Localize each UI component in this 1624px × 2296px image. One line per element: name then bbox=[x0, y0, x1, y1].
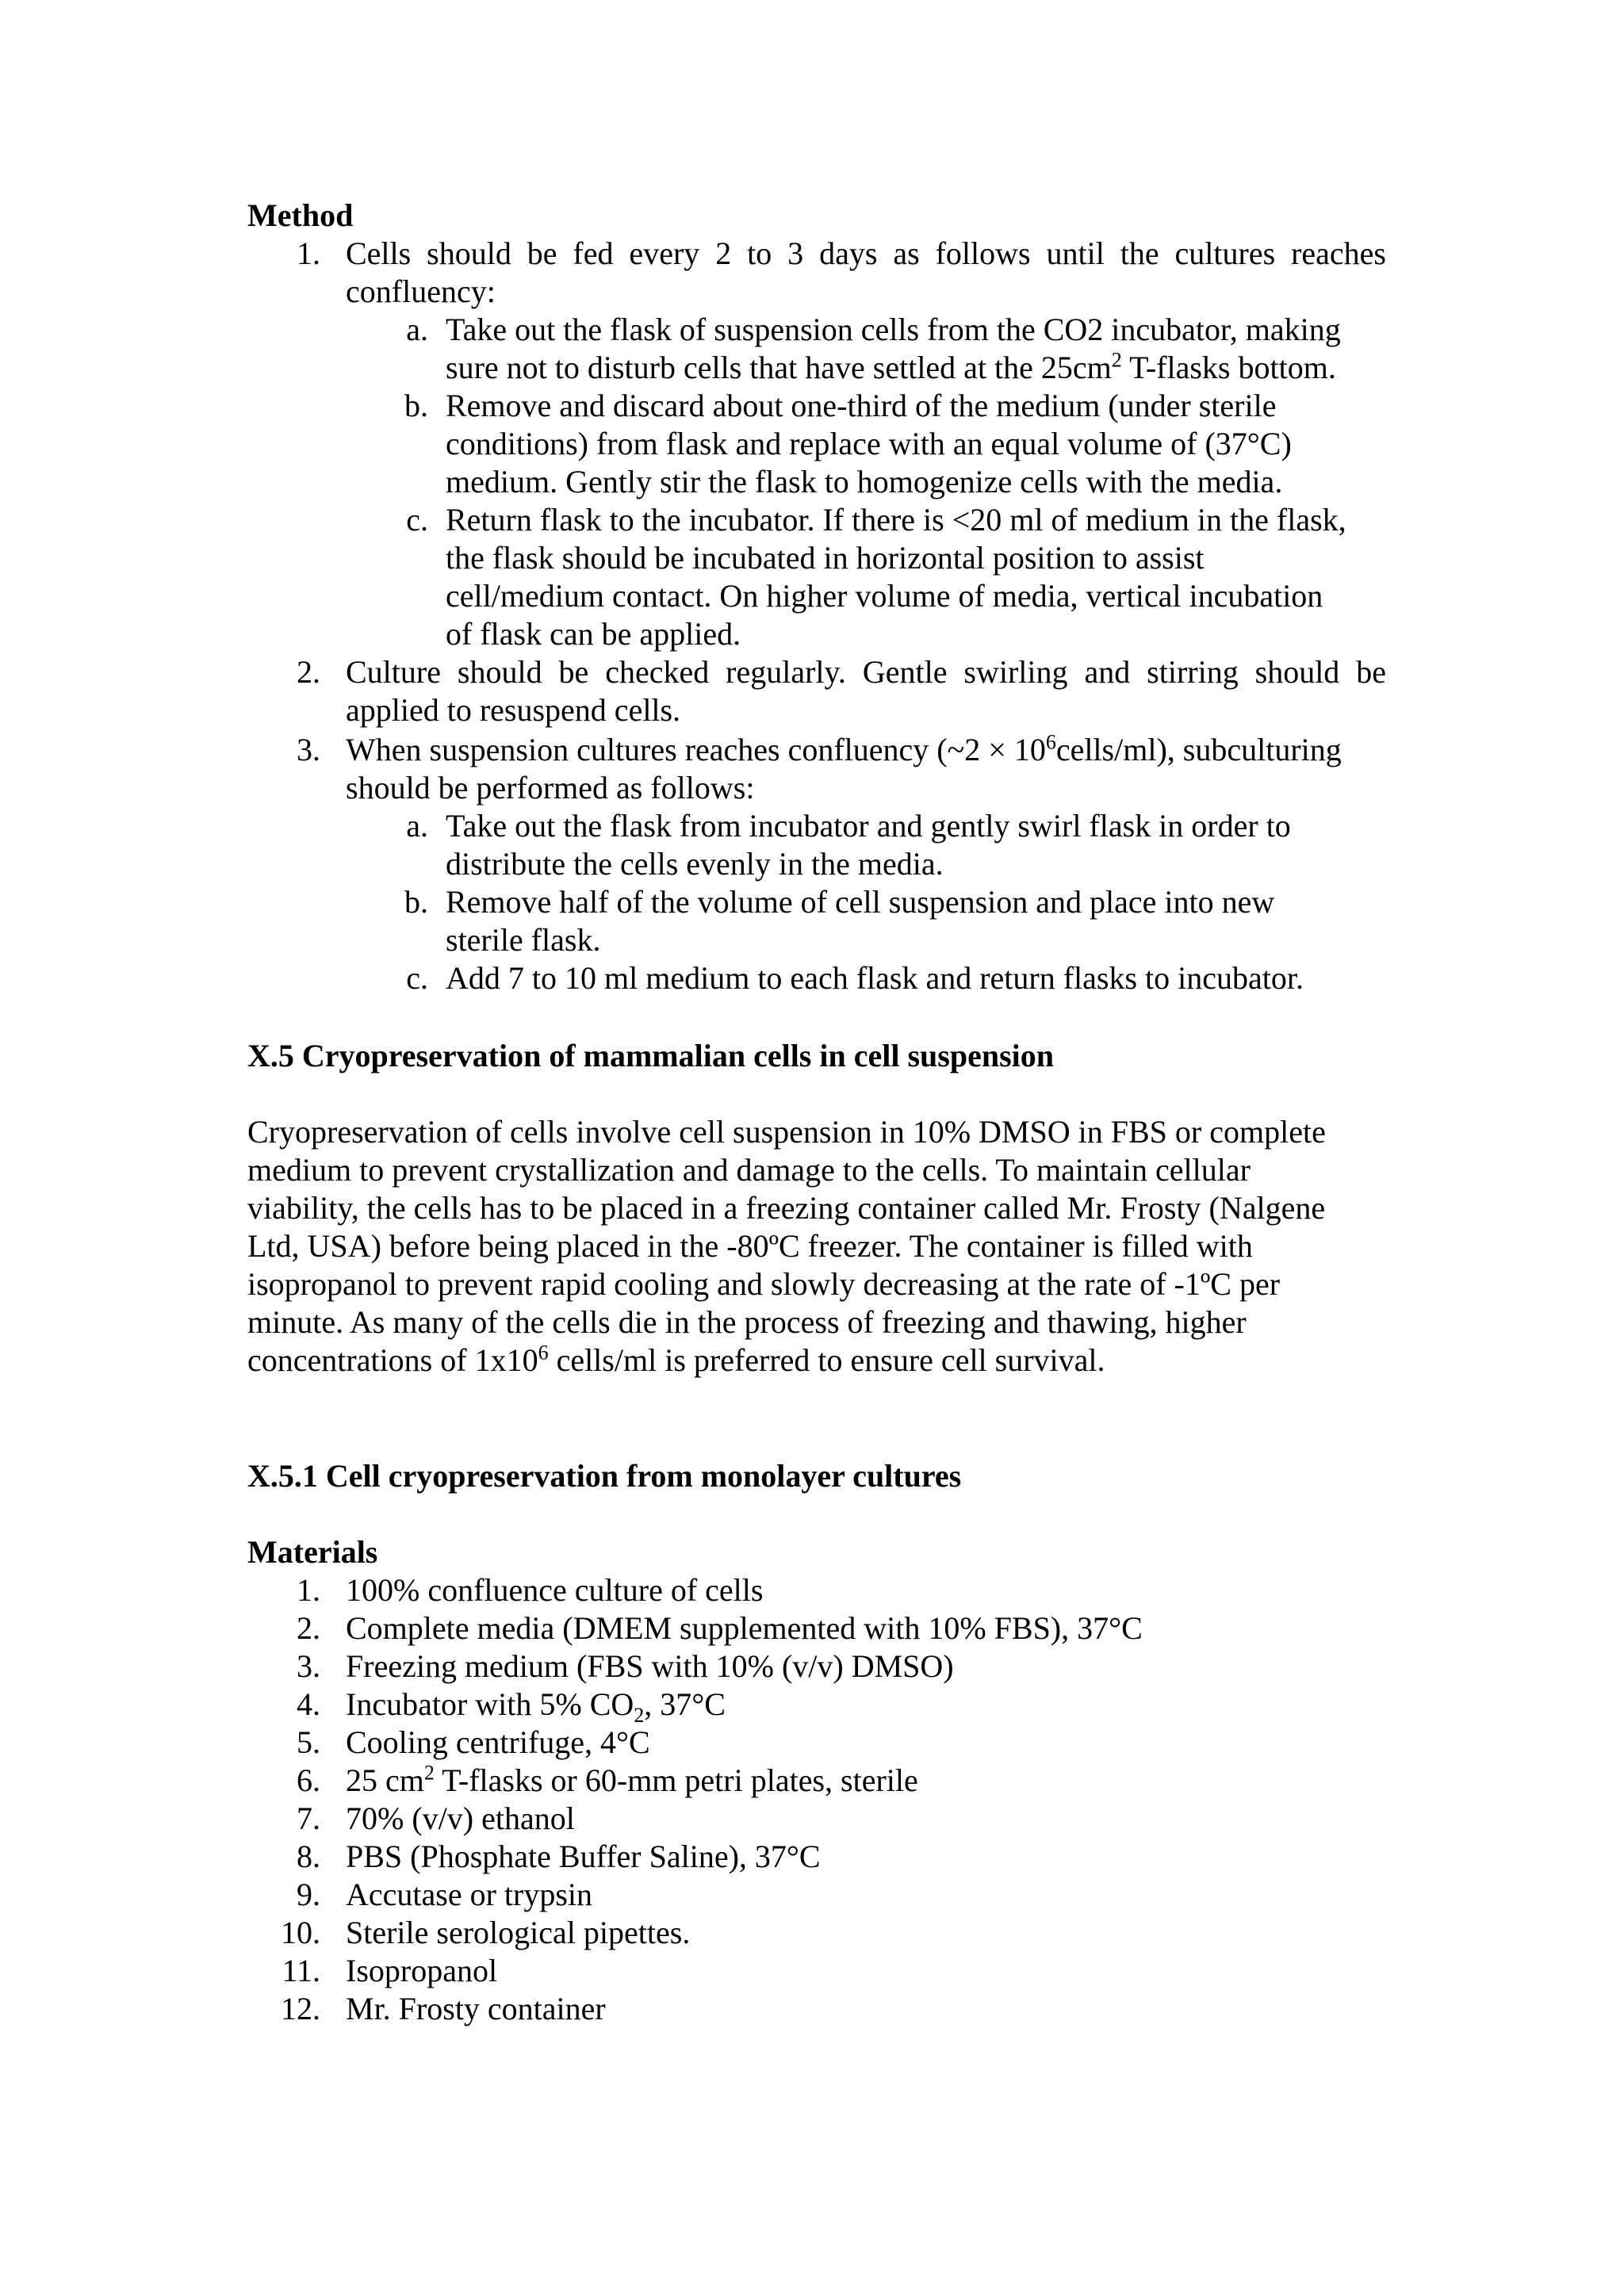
step-1-line-1: Cells should be fed every 2 to 3 days as follows until the cultures reaches bbox=[346, 235, 1386, 271]
materials-item-number: 11. bbox=[282, 1953, 320, 1988]
step-1a-line-2: sure not to disturb cells that have settled at the $25cm^2$ T-flasks bottom. bbox=[446, 348, 1336, 385]
step-1c-line-4: of flask can be applied. bbox=[446, 616, 741, 652]
materials-item: 100% confluence culture of cells bbox=[346, 1572, 764, 1608]
section-x5-paragraph-line-4: Ltd, USA) before being placed in the -80ºC freezer. The container is filled with bbox=[247, 1228, 1253, 1264]
materials-item-number: 2. bbox=[297, 1610, 320, 1646]
step-3c-line-1: Add 7 to 10 ml medium to each flask and return flasks to incubator. bbox=[446, 960, 1304, 996]
materials-item: Accutase or trypsin bbox=[346, 1877, 593, 1912]
step-3b-letter: b. bbox=[404, 884, 428, 920]
step-2-line-1: Culture should be checked regularly. Gentle swirling and stirring should be bbox=[346, 654, 1386, 690]
materials-item-number: 10. bbox=[281, 1915, 320, 1950]
materials-item-number: 8. bbox=[297, 1839, 320, 1874]
step-1b-line-3: medium. Gently stir the flask to homogenize cells with the media. bbox=[446, 464, 1283, 499]
step-1c-line-1: Return flask to the incubator. If there is <20 ml of medium in the flask, bbox=[446, 502, 1346, 538]
step-1a-line-1: Take out the flask of suspension cells from the CO2 incubator, making bbox=[446, 312, 1341, 347]
materials-item-number: 7. bbox=[297, 1800, 320, 1836]
materials-item-number: 4. bbox=[297, 1686, 320, 1722]
materials-item: Complete media (DMEM supplemented with 10% FBS), 37°C bbox=[346, 1610, 1143, 1646]
materials-item: 70% (v/v) ethanol bbox=[346, 1800, 575, 1836]
materials-item: Mr. Frosty container bbox=[346, 1991, 606, 2026]
materials-item: PBS (Phosphate Buffer Saline), 37°C bbox=[346, 1839, 821, 1874]
materials-item: Cooling centrifuge, 4°C bbox=[346, 1724, 650, 1760]
materials-item-number: 12. bbox=[281, 1991, 320, 2026]
section-x5-paragraph-line-2: medium to prevent crystallization and damage to the cells. To maintain cellular bbox=[247, 1152, 1251, 1188]
step-1a-letter: a. bbox=[406, 312, 428, 347]
materials-item: Isopropanol bbox=[346, 1953, 498, 1988]
step-1b-line-2: conditions) from flask and replace with an equal volume of (37°C) bbox=[446, 426, 1292, 461]
section-x51-heading: X.5.1 Cell cryopreservation from monolayer cultures bbox=[247, 1458, 962, 1494]
step-1-line-2: confluency: bbox=[346, 274, 496, 309]
section-x5-paragraph-line-1: Cryopreservation of cells involve cell suspension in 10% DMSO in FBS or complete bbox=[247, 1114, 1326, 1150]
step-1c-line-2: the flask should be incubated in horizontal position to assist bbox=[446, 540, 1205, 576]
step-3-number: 3. bbox=[297, 732, 320, 767]
section-x5-heading: X.5 Cryopreservation of mammalian cells in cell suspension bbox=[247, 1038, 1055, 1073]
materials-item-number: 6. bbox=[297, 1762, 320, 1798]
materials-item: 25 $cm^2$ T-flasks or 60-mm petri plates, sterile bbox=[346, 1761, 918, 1798]
step-3-line-2: should be performed as follows: bbox=[346, 770, 755, 806]
step-1c-letter: c. bbox=[406, 502, 428, 538]
step-2-number: 2. bbox=[297, 654, 320, 690]
materials-item: Sterile serological pipettes. bbox=[346, 1915, 691, 1950]
materials-item-number: 9. bbox=[297, 1877, 320, 1912]
step-3b-line-1: Remove half of the volume of cell suspension and place into new bbox=[446, 884, 1275, 920]
step-3b-line-2: sterile flask. bbox=[446, 922, 601, 958]
section-x5-paragraph-line-3: viability, the cells has to be placed in a freezing container called Mr. Frosty (Nalgene bbox=[247, 1190, 1326, 1226]
materials-item: Incubator with 5% $CO_2$, 37°C bbox=[346, 1686, 726, 1727]
materials-item: Freezing medium (FBS with 10% (v/v) DMSO) bbox=[346, 1648, 954, 1684]
step-3-line-1: When suspension cultures reaches confluency (~2 × $10^6cells/ml$), subculturing bbox=[346, 730, 1342, 767]
section-x5-paragraph-line-5: isopropanol to prevent rapid cooling and slowly decreasing at the rate of -1ºC per bbox=[247, 1266, 1281, 1302]
materials-item-number: 1. bbox=[297, 1572, 320, 1608]
section-x5-paragraph-line-6: minute. As many of the cells die in the process of freezing and thawing, higher bbox=[247, 1304, 1247, 1340]
method-heading: Method bbox=[247, 197, 354, 233]
materials-item-number: 3. bbox=[297, 1648, 320, 1684]
step-3a-letter: a. bbox=[406, 808, 428, 844]
step-1b-letter: b. bbox=[404, 388, 428, 423]
step-1-number: 1. bbox=[297, 235, 320, 271]
step-2-line-2: applied to resuspend cells. bbox=[346, 692, 681, 728]
step-3a-line-2: distribute the cells evenly in the media. bbox=[446, 846, 944, 882]
step-3a-line-1: Take out the flask from incubator and gently swirl flask in order to bbox=[446, 808, 1291, 844]
step-1b-line-1: Remove and discard about one-third of the medium (under sterile bbox=[446, 388, 1277, 423]
section-x5-paragraph-line-7: concentrations of $1x10^6$ cells/ml is preferred to ensure cell survival. bbox=[247, 1341, 1105, 1378]
step-1c-line-3: cell/medium contact. On higher volume of media, vertical incubation bbox=[446, 578, 1323, 614]
step-3c-letter: c. bbox=[406, 960, 428, 996]
materials-item-number: 5. bbox=[297, 1724, 320, 1760]
materials-heading: Materials bbox=[247, 1534, 378, 1570]
